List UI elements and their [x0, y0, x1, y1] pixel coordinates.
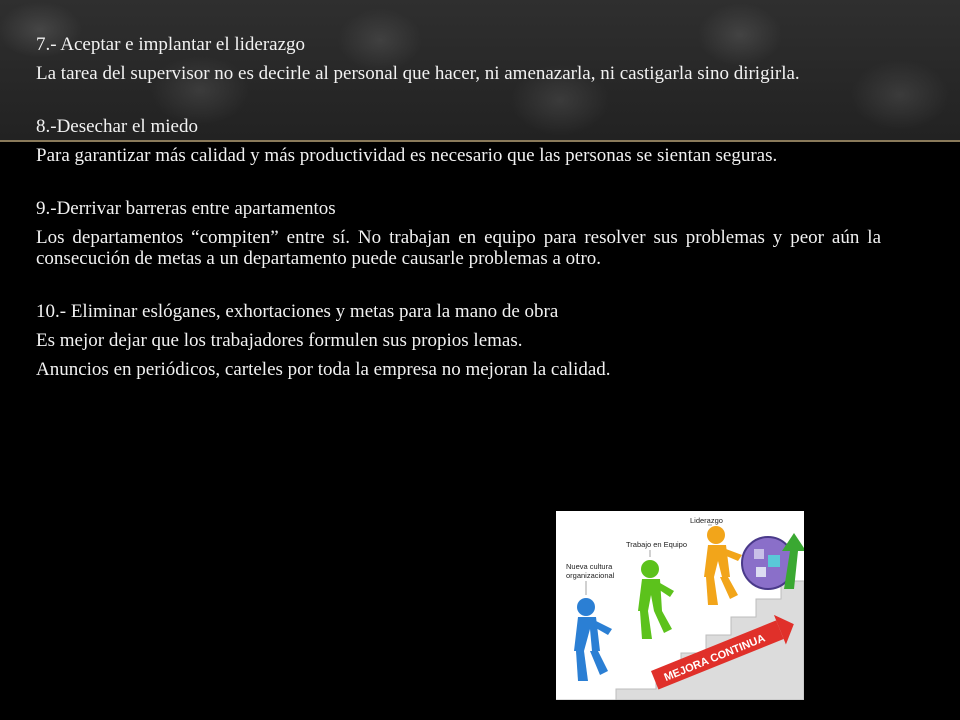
section-9-title: 9.-Derrivar barreras entre apartamentos — [36, 198, 336, 219]
section-10-paragraph-2: Anuncios en periódicos, carteles por toda la empresa no mejoran la calidad. — [36, 359, 611, 380]
label-trabajo-en-equipo: Trabajo en Equipo — [626, 540, 688, 549]
label-liderazgo: Liderazgo — [690, 516, 723, 525]
section-7-paragraph: La tarea del supervisor no es decirle al personal que hacer, ni amenazarla, ni castigarla sino dirigirla. — [36, 63, 800, 84]
section-7-title: 7.- Aceptar e implantar el liderazgo — [36, 34, 306, 55]
slide-body — [36, 34, 881, 380]
section-10-title: 10.- Eliminar eslóganes, exhortaciones y metas para la mano de obra — [36, 301, 559, 322]
green-figure — [638, 560, 674, 639]
blue-figure — [574, 598, 612, 681]
continuous-improvement-illustration — [556, 511, 804, 700]
label-nueva-cultura: Nueva cultura — [566, 562, 613, 571]
banner-label: MEJORA CONTINUA — [662, 632, 767, 684]
orange-figure — [704, 526, 742, 605]
section-8-title: 8.-Desechar el miedo — [36, 116, 198, 137]
section-10-paragraph-1: Es mejor dejar que los trabajadores formulen sus propios lemas. — [36, 330, 523, 351]
section-8-paragraph: Para garantizar más calidad y más productividad es necesario que las personas se sientan seguras. — [36, 145, 778, 166]
section-9-paragraph: Los departamentos “compiten” entre sí. No trabajan en equipo para resolver sus problemas y peor aún la consecución de metas a un departamento puede causarle problemas a otro. — [36, 227, 881, 269]
label-organizacional: organizacional — [566, 571, 615, 580]
stairs-figures-svg — [556, 511, 804, 700]
